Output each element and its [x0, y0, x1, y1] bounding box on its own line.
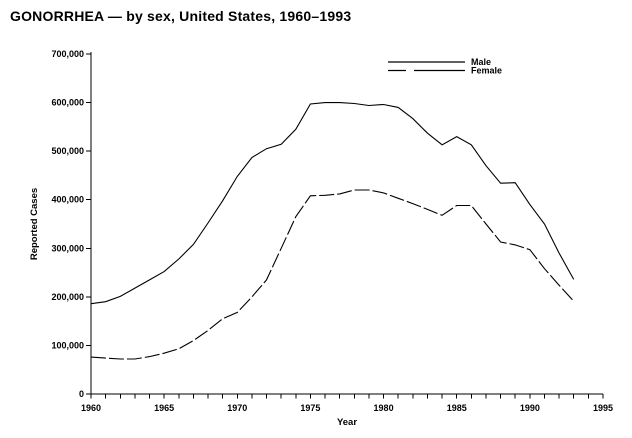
chart-title: GONORRHEA — by sex, United States, 1960–1993	[10, 8, 352, 24]
x-tick-label: 1980	[373, 403, 394, 413]
legend-label-male: Male	[471, 57, 492, 67]
y-tick-label: 600,000	[51, 97, 84, 108]
y-tick-label: 0	[78, 389, 84, 399]
x-tick-label: 1995	[592, 403, 614, 413]
y-tick-label: 300,000	[51, 243, 84, 254]
female-series-line	[91, 190, 574, 359]
x-tick-label: 1970	[227, 403, 248, 413]
y-tick-label: 400,000	[51, 194, 84, 205]
y-tick-label: 500,000	[51, 146, 84, 157]
x-tick-label: 1960	[80, 403, 102, 413]
y-axis-title: Reported Cases	[29, 187, 40, 261]
x-tick-label: 1990	[519, 403, 540, 413]
legend-label-female: Female	[471, 65, 503, 76]
x-tick-label: 1965	[154, 403, 175, 413]
x-tick-label: 1985	[446, 403, 467, 413]
y-tick-label: 200,000	[51, 291, 84, 302]
y-tick-label: 100,000	[51, 340, 84, 351]
y-tick-label: 700,000	[51, 49, 84, 59]
male-series-line	[91, 103, 574, 304]
x-tick-label: 1975	[300, 403, 321, 413]
x-axis-title: Year	[336, 417, 358, 428]
